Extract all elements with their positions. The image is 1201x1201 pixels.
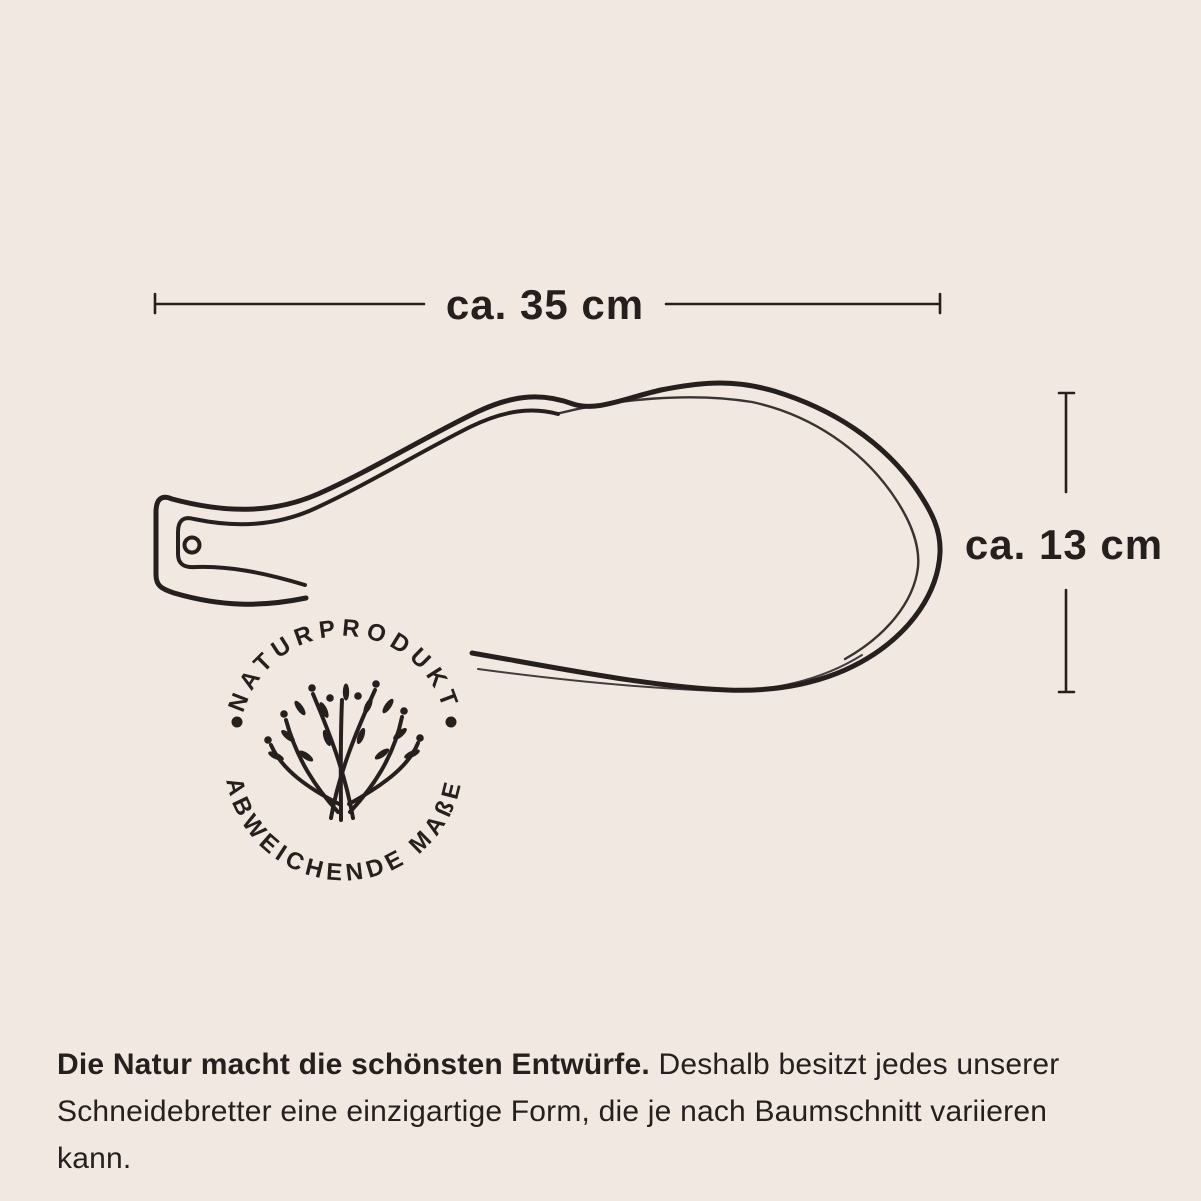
board-outline-inner-handle xyxy=(178,410,558,585)
badge-bottom-text: ABWEICHENDE MAßE xyxy=(220,774,468,887)
handle-hole xyxy=(185,538,200,553)
natural-product-badge xyxy=(220,614,468,886)
badge-left-dot xyxy=(232,717,243,728)
badge-top-text: NATURPRODUKT xyxy=(223,614,465,716)
footer-text xyxy=(57,1041,1123,1182)
width-dimension-label: ca. 35 cm xyxy=(445,281,645,328)
sprig-leaves xyxy=(267,684,421,764)
sprig-stem-center xyxy=(341,700,342,820)
badge-right-dot xyxy=(446,717,457,728)
height-dimension-label: ca. 13 cm xyxy=(964,521,1164,568)
footer-bold-sentence: Die Natur macht die schönsten Entwürfe. xyxy=(57,1048,650,1081)
footer-regular-sentence: Deshalb besitzt jedes unserer Schneidebretter eine einzigartige Form, die je nach Baumschnitt variieren kann. xyxy=(57,1048,1060,1175)
plant-sprig-icon xyxy=(264,680,424,820)
